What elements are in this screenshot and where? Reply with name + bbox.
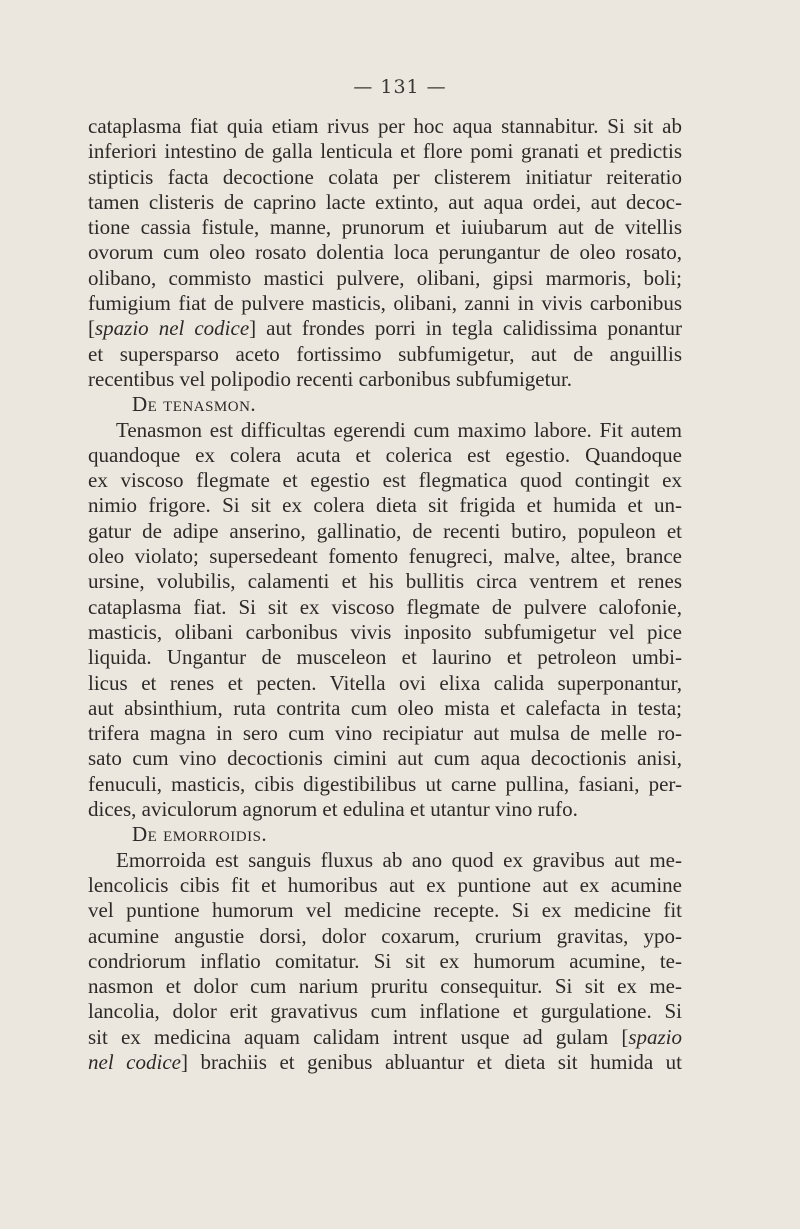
text-line: quandoque ex colera acuta et colerica est egestio. Quandoque bbox=[88, 442, 682, 467]
text-line: licus et renes et pecten. Vitella ovi elixa calida superponantur, bbox=[88, 670, 682, 695]
text-line: nimio frigore. Si sit ex colera dieta sit frigida et humida et un- bbox=[88, 493, 682, 518]
text-line: inferiori intestino de galla lenticula et flore pomi granati et predictis bbox=[88, 139, 682, 164]
editorial-note: spazio bbox=[628, 1024, 682, 1049]
text-line: fumigium fiat de pulvere masticis, olibani, zanni in vivis carbonibus bbox=[88, 291, 682, 316]
text-line: vel puntione humorum vel medicine recepte. Si ex medicine fit bbox=[88, 898, 682, 923]
text-segment: ] brachiis et genibus abluantur et dieta sit humida ut bbox=[180, 1049, 682, 1074]
text-line: tione cassia fistule, manne, prunorum et iuiubarum aut de vitellis bbox=[88, 215, 682, 240]
text-segment: sit ex medicina aquam calidam intrent usque ad gulam [ bbox=[88, 1024, 629, 1049]
text-line: nasmon et dolor cum narium pruritu consequitur. Si sit ex me- bbox=[88, 974, 682, 999]
text-line: liquida. Ungantur de musceleon et laurino et petroleon umbi- bbox=[88, 645, 682, 670]
page-number: — 131 — bbox=[353, 76, 447, 98]
text-line: masticis, olibani carbonibus vivis inposito subfumigetur vel pice bbox=[88, 619, 682, 644]
text-line: ex viscoso flegmate et egestio est flegmatica quod contingit ex bbox=[88, 468, 682, 493]
text-line: sato cum vino decoctionis cimini aut cum aqua decoctionis anisi, bbox=[88, 746, 682, 771]
text-line: cataplasma fiat. Si sit ex viscoso flegmate de pulvere calofonie, bbox=[88, 594, 682, 619]
section-heading: De tenasmon. bbox=[132, 392, 257, 417]
section-heading: De emorroidis. bbox=[132, 822, 268, 847]
editorial-note: spazio nel codice bbox=[95, 316, 250, 341]
text-line: ovorum cum oleo rosato dolentia loca perungantur de oleo rosato, bbox=[88, 240, 682, 265]
text-line: dices, aviculorum agnorum et edulina et utantur vino rufo. bbox=[88, 797, 578, 822]
text-line: lancolia, dolor erit gravativus cum inflatione et gurgulatione. Si bbox=[88, 999, 682, 1024]
text-line bbox=[88, 1050, 682, 1075]
text-line bbox=[88, 316, 682, 341]
text-line: fenuculi, masticis, cibis digestibilibus ut carne pullina, fasiani, per- bbox=[88, 771, 682, 796]
text-segment: [ bbox=[88, 316, 95, 341]
text-line: olibano, commisto mastici pulvere, olibani, gipsi marmoris, boli; bbox=[88, 265, 682, 290]
text-line: acumine angustie dorsi, dolor coxarum, crurium gravitas, ypo- bbox=[88, 923, 682, 948]
body-text bbox=[88, 114, 682, 1075]
text-line: cataplasma fiat quia etiam rivus per hoc aqua stannabitur. Si sit ab bbox=[88, 114, 682, 138]
text-line: stipticis facta decoctione colata per clisterem initiatur reiteratio bbox=[88, 164, 682, 189]
text-line: et supersparso aceto fortissimo subfumigetur, aut de anguillis bbox=[88, 341, 682, 366]
text-line: Emorroida est sanguis fluxus ab ano quod ex gravibus aut me- bbox=[116, 847, 682, 872]
text-line: aut absinthium, ruta contrita cum oleo mista et calefacta in testa; bbox=[88, 695, 682, 720]
text-line: recentibus vel polipodio recenti carbonibus subfumigetur. bbox=[88, 366, 573, 391]
text-line: oleo violato; supersedeant fomento fenugreci, malve, altee, brance bbox=[88, 544, 682, 569]
text-line: gatur de adipe anserino, gallinatio, de recenti butiro, populeon et bbox=[88, 518, 682, 543]
text-line: trifera magna in sero cum vino recipiatur aut mulsa de melle ro- bbox=[88, 721, 682, 746]
text-line: Tenasmon est difficultas egerendi cum maximo labore. Fit autem bbox=[116, 417, 682, 442]
text-line bbox=[88, 1025, 682, 1050]
text-line: tamen clisteris de caprino lacte extinto, aut aqua ordei, aut decoc- bbox=[88, 189, 682, 214]
editorial-note: nel codice bbox=[88, 1049, 181, 1074]
text-line: condriorum inflatio comitatur. Si sit ex humorum acumine, te- bbox=[88, 948, 682, 973]
text-line: ursine, volubilis, calamenti et his bullitis circa ventrem et renes bbox=[88, 569, 682, 594]
text-line: lencolicis cibis fit et humoribus aut ex puntione aut ex acumine bbox=[88, 872, 682, 897]
text-segment: ] aut frondes porri in tegla calidissima ponantur bbox=[249, 316, 682, 341]
